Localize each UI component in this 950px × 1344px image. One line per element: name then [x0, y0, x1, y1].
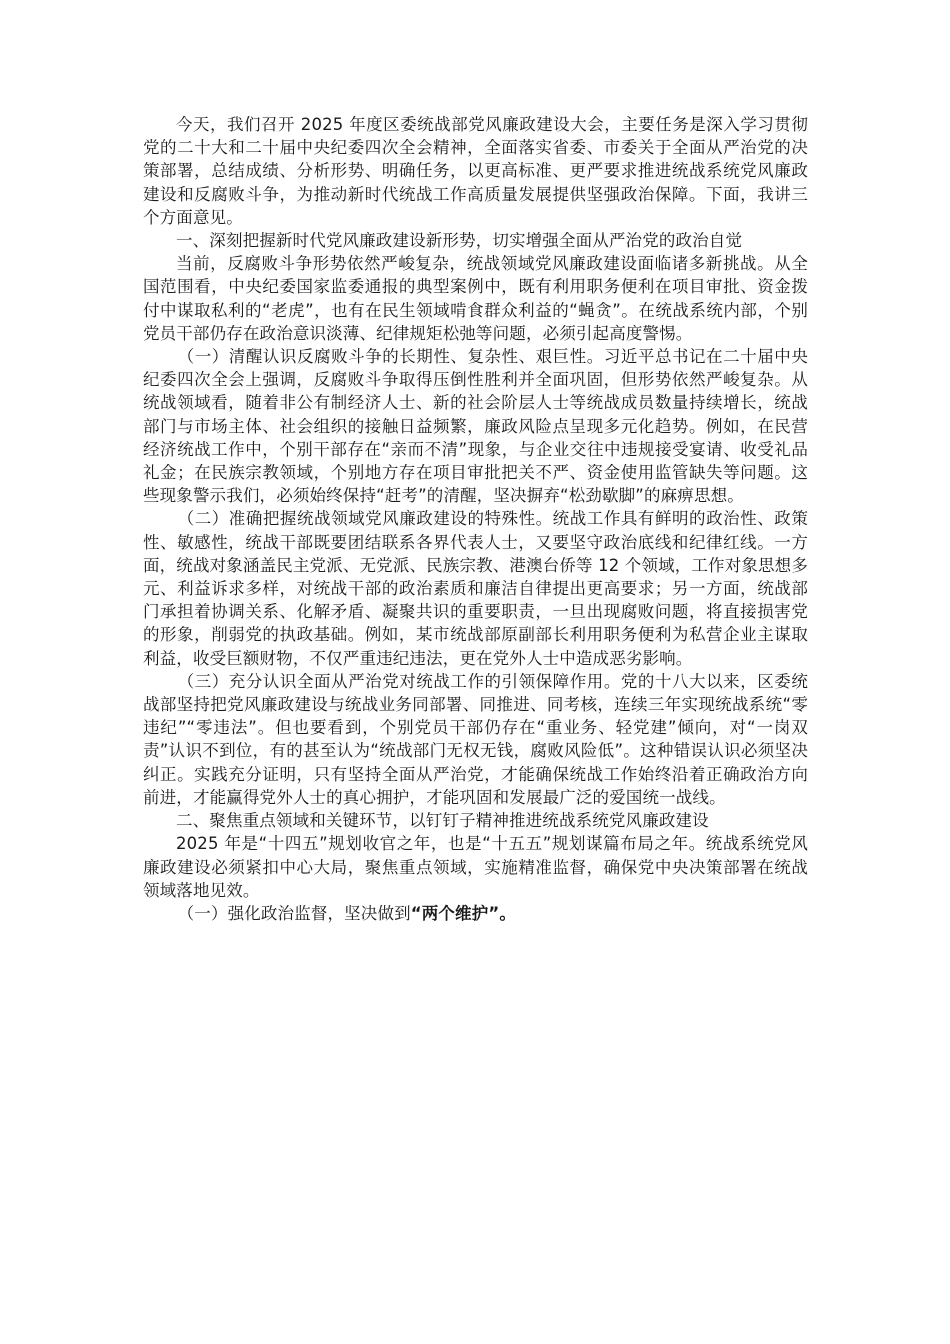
paragraph-opening: 今天，我们召开 2025 年度区委统战部党风廉政建设大会，主要任务是深入学习贯彻党的二十大和二十届中央纪委四次全会精神，全面落实省委、市委关于全面从严治党的决策部署，总结成绩、分析形势、明确任务，以更高标准、更严要求推进统战系统党风廉政建设和反腐败斗争，为推动新时代统战工作高质量发展提供坚强政治保障。下面，我讲三个方面意见。 [143, 115, 808, 227]
subheading-2-1-prefix: （一）强化政治监督，坚决做到 [177, 903, 411, 923]
subheading-1-3-paragraph: （三）充分认识全面从严治党对统战工作的引领保障作用。党的十八大以来，区委统战部坚持把党风廉政建设与统战业务同部署、同推进、同考核，连续三年实现统战系统“零违纪”“零违法”。但也要看到，个别党员干部仍存在“重业务、轻党建”倾向，对“一岗双责”认识不到位，有的甚至认为“统战部门无权无钱，腐败风险低”。这种错误认识必须坚决纠正。实践充分证明，只有坚持全面从严治党，才能确保统战工作始终沿着正确政治方向前进，才能赢得党外人士的真心拥护，才能巩固和发展最广泛的爱国统一战线。 [143, 671, 808, 807]
subheading-1-1-paragraph: （一）清醒认识反腐败斗争的长期性、复杂性、艰巨性。习近平总书记在二十届中央纪委四次全会上强调，反腐败斗争取得压倒性胜利并全面巩固，但形势依然严峻复杂。从统战领域看，随着非公有制经济人士、新的社会阶层人士等统战成员数量持续增长，统战部门与市场主体、社会组织的接触日益频繁，廉政风险点呈现多元化趋势。例如，在民营经济统战工作中，个别干部存在“亲而不清”现象，与企业交往中违规接受宴请、收受礼品礼金；在民族宗教领域，个别地方存在项目审批把关不严、资金使用监管缺失等问题。这些现象警示我们，必须始终保持“赶考”的清醒，坚决摒弃“松劲歇脚”的麻痹思想。 [143, 347, 808, 506]
heading-section-2: 二、聚焦重点领域和关键环节，以钉钉子精神推进统战系统党风廉政建设 [176, 811, 709, 831]
paragraph-2025-plan: 2025 年是“十四五”规划收官之年，也是“十五五”规划谋篇布局之年。统战系统党风廉政建设必须紧扣中心大局，聚焦重点领域，实施精准监督，确保党中央决策部署在统战领域落地见效。 [143, 834, 808, 900]
subheading-2-1-suffix: 。 [499, 903, 516, 923]
document-body [143, 113, 808, 925]
heading-section-1: 一、深刻把握新时代党风廉政建设新形势，切实增强全面从严治党的政治自觉 [176, 231, 743, 251]
paragraph-situation: 当前，反腐败斗争形势依然严峻复杂，统战领域党风廉政建设面临诸多新挑战。从全国范围看，中央纪委国家监委通报的典型案例中，既有利用职务便利在项目审批、资金拨付中谋取私利的“老虎”，也有在民生领域啃食群众利益的“蝇贪”。在统战系统内部，个别党员干部仍存在政治意识淡薄、纪律规矩松弛等问题，必须引起高度警惕。 [143, 254, 808, 343]
subheading-2-1-emphasis: “两个维护” [410, 903, 500, 923]
subheading-1-2-paragraph: （二）准确把握统战领域党风廉政建设的特殊性。统战工作具有鲜明的政治性、政策性、敏感性，统战干部既要团结联系各界代表人士，又要坚守政治底线和纪律红线。一方面，统战对象涵盖民主党派、无党派、民族宗教、港澳台侨等 12 个领域，工作对象思想多元、利益诉求多样，对统战干部的政治素质和廉洁自律提出更高要求；另一方面，统战部门承担着协调关系、化解矛盾、凝聚共识的重要职责，一旦出现腐败问题，将直接损害党的形象，削弱党的执政基础。例如，某市统战部原副部长利用职务便利为私营企业主谋取利益，收受巨额财物，不仅严重违纪违法，更在党外人士中造成恶劣影响。 [143, 509, 808, 668]
subheading-2-1 [143, 902, 808, 925]
